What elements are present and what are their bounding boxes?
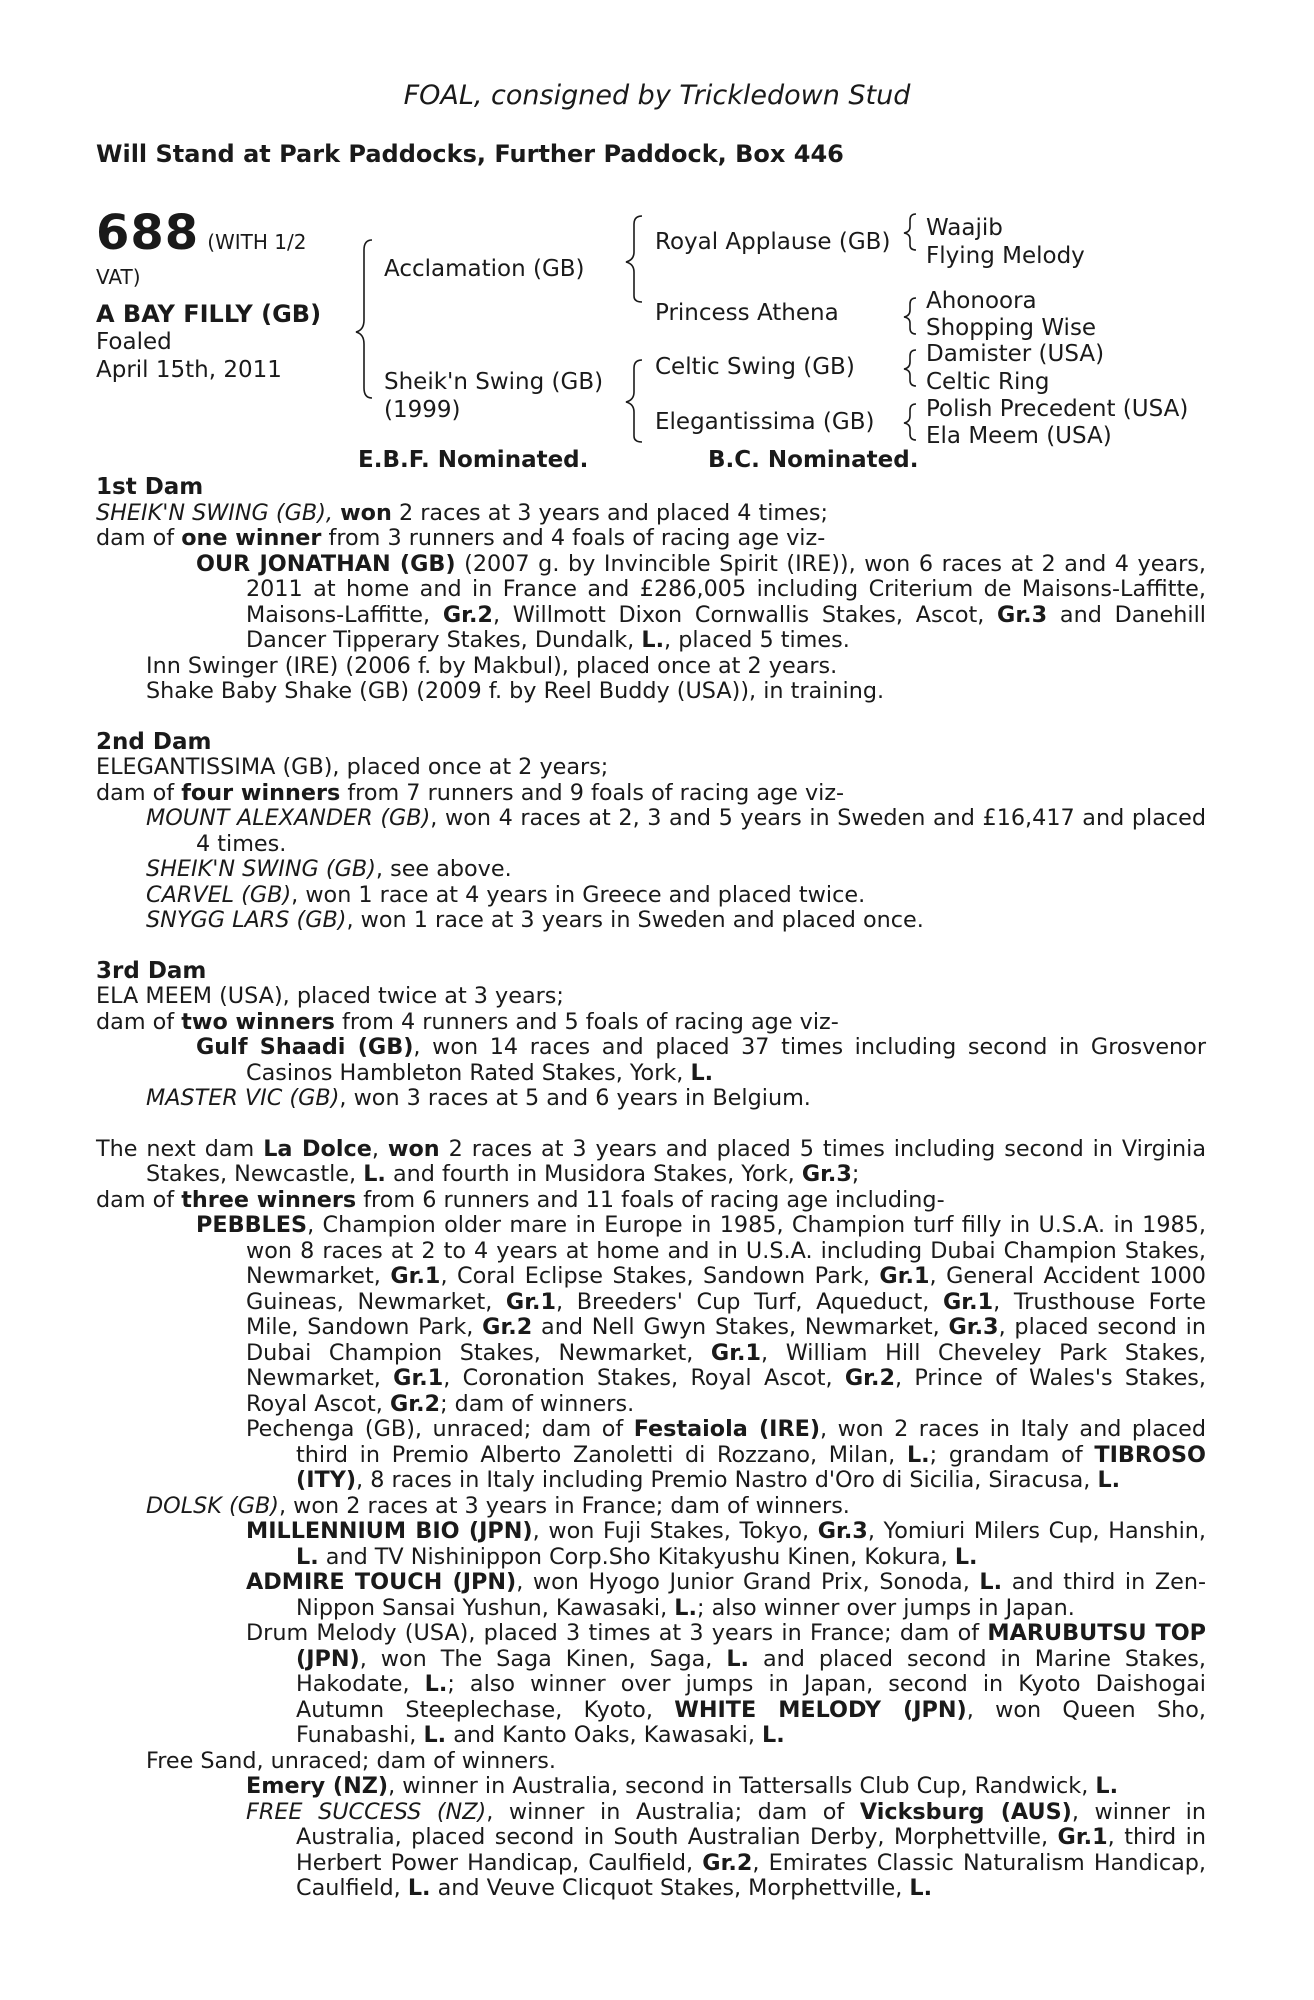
offspring-shake-baby: Shake Baby Shake (GB) (2009 f. by Reel Buddy (USA)), in training. [146,678,885,704]
catalogue-body [96,475,1206,1902]
brace-gen1 [356,240,372,398]
foaled-info [96,328,282,384]
gg-4: Shopping Wise [926,315,1097,341]
offspring-sheikn-swing: SHEIK'N SWING (GB), see above. [146,856,512,882]
dam-dam: Elegantissima (GB) [655,409,875,435]
gg-3: Ahonoora [926,288,1037,314]
offspring-master-vic: MASTER VIC (GB), won 3 races at 5 and 6 years in Belgium. [146,1085,811,1111]
brace-gen3-4 [904,404,916,440]
first-dam-heading: 1st Dam [96,474,204,500]
next-dam-produce: dam of three winners from 6 runners and 11 foals of racing age including- [96,1186,945,1213]
offspring-inn-swinger: Inn Swinger (IRE) (2006 f. by Makbul), placed once at 2 years. [146,652,838,679]
second-dam-produce: dam of four winners from 7 runners and 9 foals of racing age viz- [96,779,845,806]
offspring-mount-alexander: MOUNT ALEXANDER (GB), won 4 races at 2, 3 and 5 years in Sweden and £16,417 and placed 4 times. [146,805,1206,857]
brace-gen3-2 [904,298,916,334]
next-dam-line: The next dam La Dolce, won 2 races at 3 years and placed 5 times including second in Virginia Stakes, Newcastle, L. and fourth in Musidora Stakes, York, Gr.3; [96,1135,1206,1187]
consignor-title: FOAL, consigned by Trickledown Stud [403,80,911,111]
brace-gen3-3 [904,350,916,386]
offspring-emery: Emery (NZ), winner in Australia, second in Tattersalls Club Cup, Randwick, L. [246,1773,1119,1799]
third-dam-heading: 3rd Dam [96,957,207,984]
gg-1: Waajib [926,215,1003,241]
first-dam-produce: dam of one winner from 3 runners and 4 foals of racing age viz- [96,525,826,551]
offspring-pechenga: Pechenga (GB), unraced; dam of Festaiola (IRE), won 2 races in Italy and placed third in Premio Alberto Zanoletti di Rozzano, Milan, L.; grandam of TIBROSO (ITY), 8 races in Italy including Premio Nastro d'Oro di Sicilia, Siracusa, L. [246,1416,1207,1493]
vat-note: (WITH 1/2 [207,230,307,254]
offspring-admire-touch: ADMIRE TOUCH (JPN), won Hyogo Junior Grand Prix, Sonoda, L. and third in Zen-Nippon Sansai Yushun, Kawasaki, L.; also winner over jumps in Japan. [246,1569,1206,1621]
offspring-millennium-bio: MILLENNIUM BIO (JPN), won Fuji Stakes, Tokyo, Gr.3, Yomiuri Milers Cup, Hanshin, L. and TV Nishinippon Corp.Sho Kitakyushu Kinen, Kokura, L. [246,1518,1206,1570]
offspring-drum-melody: Drum Melody (USA), placed 3 times at 3 years in France; dam of MARUBUTSU TOP (JPN), won The Saga Kinen, Saga, L. and placed second in Marine Stakes, Hakodate, L.; also winner over jumps in Japan, second in Kyoto Daishogai Autumn Steeplechase, Kyoto, WHITE MELODY (JPN), won Queen Sho, Funabashi, L. and Kanto Oaks, Kawasaki, L. [246,1620,1207,1748]
bc-nominated: B.C. Nominated. [708,447,919,473]
foaled-date: April 15th, 2011 [96,357,282,383]
first-dam-line: SHEIK'N SWING (GB), won 2 races at 3 years and placed 4 times; [96,499,829,526]
second-dam-heading: 2nd Dam [96,728,212,755]
offspring-free-success: FREE SUCCESS (NZ), winner in Australia; dam of Vicksburg (AUS), winner in Australia, placed second in South Australian Derby, Morphettville, Gr.1, third in Herbert Power Handicap, Caulfield, Gr.2, Emirates Classic Naturalism Handicap, Caulfield, L. and Veuve Clicquot Stakes, Morphettville, L. [246,1798,1206,1901]
dam-year: (1999) [384,397,461,423]
offspring-gulf-shaadi: Gulf Shaadi (GB), won 14 races and placed 37 times including second in Grosvenor Casinos Hambleton Rated Stakes, York, L. [196,1034,1206,1086]
ebf-nominated: E.B.F. Nominated. [358,447,589,473]
stand-location: Will Stand at Park Paddocks, Further Paddock, Box 446 [96,140,844,168]
third-dam-line: ELA MEEM (USA), placed twice at 3 years; [96,983,564,1009]
offspring-dolsk: DOLSK (GB), won 2 races at 3 years in France; dam of winners. [146,1492,850,1519]
gg-5: Damister (USA) [926,341,1105,367]
offspring-our-jonathan: OUR JONATHAN (GB) (2007 g. by Invincible Spirit (IRE)), won 6 races at 2 and 4 years, 2011 at home and in France and £286,005 including Criterium de Maisons-Laffitte, Maisons-Laffitte, Gr.2, Willmott Dixon Cornwallis Stakes, Ascot, Gr.3 and Danehill Dancer Tipperary Stakes, Dundalk, L., placed 5 times. [196,550,1206,653]
offspring-pebbles: PEBBLES, Champion older mare in Europe in 1985, Champion turf filly in U.S.A. in 1985, won 8 races at 2 to 4 years at home and in U.S.A. including Dubai Champion Stakes, Newmarket, Gr.1, Coral Eclipse Stakes, Sandown Park, Gr.1, General Accident 1000 Guineas, Newmarket, Gr.1, Breeders' Cup Turf, Aqueduct, Gr.1, Trusthouse Forte Mile, Sandown Park, Gr.2 and Nell Gwyn Stakes, Newmarket, Gr.3, placed second in Dubai Champion Stakes, Newmarket, Gr.1, William Hill Cheveley Park Stakes, Newmarket, Gr.1, Coronation Stakes, Royal Ascot, Gr.2, Prince of Wales's Stakes, Royal Ascot, Gr.2; dam of winners. [196,1212,1206,1417]
dam-sire: Celtic Swing (GB) [655,354,855,380]
lot-number-block [96,205,306,261]
sire: Acclamation (GB) [384,256,585,282]
lot-name: A BAY FILLY (GB) [96,300,322,328]
third-dam-produce: dam of two winners from 4 runners and 5 foals of racing age viz- [96,1008,839,1035]
foaled-label: Foaled [96,329,172,355]
dam: Sheik'n Swing (GB) [384,369,604,395]
gg-8: Ela Meem (USA) [926,423,1112,449]
sire-dam: Princess Athena [655,300,839,326]
offspring-snygg-lars: SNYGG LARS (GB), won 1 race at 3 years in Sweden and placed once. [146,907,924,933]
lot-number: 688 [96,205,200,261]
brace-gen2-bottom [626,360,642,442]
second-dam-line: ELEGANTISSIMA (GB), placed once at 2 years; [96,754,609,780]
gg-2: Flying Melody [926,243,1085,269]
brace-gen2-top [626,216,642,302]
gg-6: Celtic Ring [926,369,1050,395]
sire-sire: Royal Applause (GB) [655,229,891,255]
vat-note-cont: VAT) [96,265,141,289]
offspring-free-sand: Free Sand, unraced; dam of winners. [146,1747,556,1774]
offspring-carvel: CARVEL (GB), won 1 race at 4 years in Greece and placed twice. [146,881,866,908]
gg-7: Polish Precedent (USA) [926,396,1189,422]
brace-gen3-1 [904,214,916,250]
